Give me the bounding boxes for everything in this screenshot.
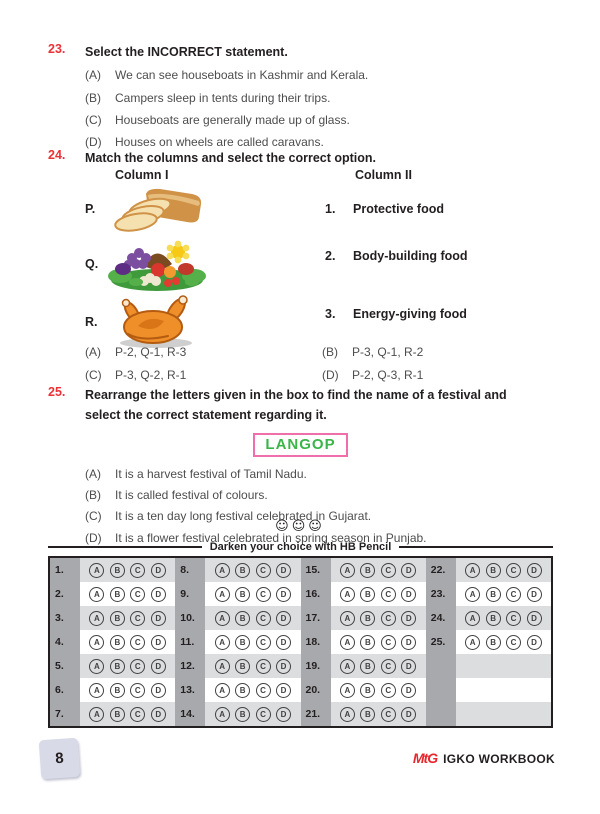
answer-bubble-cell bbox=[80, 702, 175, 726]
answer-bubble-a[interactable]: A bbox=[340, 707, 355, 722]
sliced-bread-icon bbox=[112, 186, 204, 238]
answer-bubble-a[interactable]: A bbox=[340, 611, 355, 626]
answer-bubble-c[interactable]: C bbox=[256, 707, 271, 722]
answer-bubble-cell bbox=[205, 654, 300, 678]
answer-bubble-a[interactable]: A bbox=[89, 635, 104, 650]
answer-bubble-a[interactable]: A bbox=[215, 659, 230, 674]
answer-row-number: 21. bbox=[301, 702, 331, 726]
answer-bubble-c[interactable]: C bbox=[130, 587, 145, 602]
answer-row-number: 9. bbox=[175, 582, 205, 606]
answer-grid-row bbox=[175, 678, 300, 702]
answer-bubble-cell bbox=[456, 606, 551, 630]
answer-row-number: 11. bbox=[175, 630, 205, 654]
option-label: (D) bbox=[322, 368, 339, 382]
answer-grid-row bbox=[301, 654, 426, 678]
answer-bubble-d[interactable]: D bbox=[527, 563, 542, 578]
answer-bubble-cell bbox=[331, 582, 426, 606]
answer-grid-row bbox=[301, 702, 426, 726]
answer-bubble-b[interactable]: B bbox=[235, 635, 250, 650]
answer-row-number bbox=[426, 654, 456, 678]
option-label: (C) bbox=[85, 509, 102, 524]
answer-bubble-c[interactable]: C bbox=[506, 635, 521, 650]
answer-row-number: 23. bbox=[426, 582, 456, 606]
answer-bubble-c[interactable]: C bbox=[130, 563, 145, 578]
question-number: 25. bbox=[48, 385, 66, 399]
answer-bubble-d[interactable]: D bbox=[151, 563, 166, 578]
page-number-note bbox=[39, 738, 81, 780]
answer-bubble-d[interactable]: D bbox=[276, 659, 291, 674]
answer-bubble-cell bbox=[456, 702, 551, 726]
answer-bubble-b[interactable]: B bbox=[360, 683, 375, 698]
answer-bubble-b[interactable]: B bbox=[235, 659, 250, 674]
answer-bubble-c[interactable]: C bbox=[130, 683, 145, 698]
answer-bubble-cell bbox=[331, 606, 426, 630]
footer-brand bbox=[413, 750, 555, 766]
answer-bubble-c[interactable]: C bbox=[256, 683, 271, 698]
answer-grid-row bbox=[50, 630, 175, 654]
answer-bubble-c[interactable]: C bbox=[381, 659, 396, 674]
option-text: Houseboats are generally made up of glass. bbox=[115, 112, 350, 127]
answer-bubble-d[interactable]: D bbox=[401, 563, 416, 578]
question-number: 23. bbox=[48, 42, 66, 56]
answer-grid-row bbox=[175, 702, 300, 726]
answer-bubble-b[interactable]: B bbox=[110, 707, 125, 722]
match-letter: P. bbox=[85, 202, 96, 216]
answer-row-number: 24. bbox=[426, 606, 456, 630]
answer-grid-row bbox=[50, 654, 175, 678]
answer-bubble-a[interactable]: A bbox=[340, 635, 355, 650]
answer-bubble-b[interactable]: B bbox=[360, 635, 375, 650]
answer-bubble-b[interactable]: B bbox=[235, 563, 250, 578]
answer-bubble-a[interactable]: A bbox=[340, 683, 355, 698]
option-label: (D) bbox=[85, 135, 102, 150]
answer-bubble-a[interactable]: A bbox=[340, 659, 355, 674]
question-text: Match the columns and select the correct option. bbox=[85, 151, 377, 165]
answer-grid bbox=[48, 556, 553, 728]
answer-row-number: 22. bbox=[426, 558, 456, 582]
option-text: P-2, Q-3, R-1 bbox=[352, 368, 424, 382]
answer-bubble-b[interactable]: B bbox=[360, 563, 375, 578]
answer-bubble-c[interactable]: C bbox=[256, 563, 271, 578]
answer-row-number: 2. bbox=[50, 582, 80, 606]
option-text: Campers sleep in tents during their trips. bbox=[115, 90, 331, 105]
answer-bubble-b[interactable]: B bbox=[486, 635, 501, 650]
option-label: (C) bbox=[85, 368, 102, 382]
match-row-q bbox=[48, 236, 560, 294]
option-row[interactable] bbox=[322, 341, 559, 363]
answer-bubble-c[interactable]: C bbox=[130, 635, 145, 650]
answer-bubble-a[interactable]: A bbox=[89, 659, 104, 674]
answer-bubble-b[interactable]: B bbox=[486, 611, 501, 626]
answer-bubble-c[interactable]: C bbox=[381, 683, 396, 698]
answer-grid-row bbox=[301, 630, 426, 654]
answer-bubble-a[interactable]: A bbox=[340, 587, 355, 602]
answer-sheet-header bbox=[48, 541, 553, 553]
question-text bbox=[85, 385, 507, 425]
answer-bubble-d[interactable]: D bbox=[527, 635, 542, 650]
answer-grid-row bbox=[426, 678, 551, 702]
option-row[interactable] bbox=[85, 109, 560, 131]
answer-bubble-d[interactable]: D bbox=[401, 683, 416, 698]
option-label: (A) bbox=[85, 466, 101, 481]
answer-row-number: 12. bbox=[175, 654, 205, 678]
answer-bubble-a[interactable]: A bbox=[89, 611, 104, 626]
answer-bubble-cell bbox=[456, 630, 551, 654]
option-text: P-3, Q-1, R-2 bbox=[352, 345, 424, 359]
option-text: P-3, Q-2, R-1 bbox=[115, 368, 187, 382]
answer-bubble-a[interactable]: A bbox=[215, 611, 230, 626]
answer-bubble-cell bbox=[80, 582, 175, 606]
answer-bubble-b[interactable]: B bbox=[235, 707, 250, 722]
answer-row-number: 18. bbox=[301, 630, 331, 654]
answer-bubble-d[interactable]: D bbox=[401, 611, 416, 626]
answer-grid-column bbox=[175, 558, 300, 726]
option-label: (B) bbox=[85, 90, 101, 105]
mtg-logo: MtG bbox=[412, 750, 438, 766]
smiley-icons: ☺☺☺ bbox=[275, 519, 325, 534]
option-label: (A) bbox=[85, 345, 101, 359]
answer-bubble-a[interactable]: A bbox=[465, 635, 480, 650]
answer-bubble-cell bbox=[331, 702, 426, 726]
page-number: 8 bbox=[54, 749, 65, 768]
answer-bubble-c[interactable]: C bbox=[381, 587, 396, 602]
answer-grid-column bbox=[50, 558, 175, 726]
answer-bubble-d[interactable]: D bbox=[276, 563, 291, 578]
answer-bubble-cell bbox=[80, 654, 175, 678]
answer-bubble-cell bbox=[205, 582, 300, 606]
answer-grid-row bbox=[50, 558, 175, 582]
answer-bubble-d[interactable]: D bbox=[151, 683, 166, 698]
question-25-options bbox=[85, 463, 560, 548]
column-2-header: Column II bbox=[355, 168, 412, 182]
answer-bubble-cell bbox=[456, 678, 551, 702]
answer-bubble-b[interactable]: B bbox=[360, 611, 375, 626]
answer-row-number: 5. bbox=[50, 654, 80, 678]
answer-bubble-b[interactable]: B bbox=[235, 587, 250, 602]
answer-bubble-d[interactable]: D bbox=[276, 707, 291, 722]
match-target-number: 2. bbox=[325, 249, 336, 263]
option-text: We can see houseboats in Kashmir and Kerala. bbox=[115, 68, 369, 83]
answer-bubble-c[interactable]: C bbox=[256, 659, 271, 674]
answer-grid-row bbox=[301, 558, 426, 582]
answer-bubble-c[interactable]: C bbox=[130, 611, 145, 626]
answer-grid-row bbox=[426, 606, 551, 630]
answer-bubble-b[interactable]: B bbox=[235, 611, 250, 626]
answer-row-number: 10. bbox=[175, 606, 205, 630]
answer-row-number: 25. bbox=[426, 630, 456, 654]
answer-bubble-a[interactable]: A bbox=[215, 563, 230, 578]
answer-bubble-b[interactable]: B bbox=[110, 635, 125, 650]
answer-grid-row bbox=[50, 702, 175, 726]
answer-bubble-cell bbox=[331, 678, 426, 702]
answer-bubble-cell bbox=[205, 630, 300, 654]
answer-bubble-d[interactable]: D bbox=[276, 611, 291, 626]
answer-bubble-d[interactable]: D bbox=[401, 635, 416, 650]
answer-grid-row bbox=[426, 558, 551, 582]
question-23 bbox=[48, 42, 560, 154]
option-row[interactable] bbox=[85, 64, 560, 86]
answer-row-number: 14. bbox=[175, 702, 205, 726]
answer-bubble-d[interactable]: D bbox=[527, 587, 542, 602]
option-row[interactable] bbox=[85, 463, 560, 484]
answer-grid-column bbox=[426, 558, 551, 726]
answer-bubble-a[interactable]: A bbox=[215, 707, 230, 722]
answer-bubble-c[interactable]: C bbox=[381, 635, 396, 650]
answer-grid-row bbox=[175, 654, 300, 678]
answer-bubble-d[interactable]: D bbox=[276, 587, 291, 602]
answer-bubble-b[interactable]: B bbox=[110, 659, 125, 674]
question-text: Select the INCORRECT statement. bbox=[85, 45, 288, 59]
answer-row-number: 13. bbox=[175, 678, 205, 702]
answer-row-number bbox=[426, 678, 456, 702]
answer-bubble-cell bbox=[456, 654, 551, 678]
answer-bubble-a[interactable]: A bbox=[465, 587, 480, 602]
answer-grid-row bbox=[175, 606, 300, 630]
option-label: (B) bbox=[85, 487, 101, 502]
answer-grid-row bbox=[426, 582, 551, 606]
answer-grid-row bbox=[50, 606, 175, 630]
answer-row-number: 20. bbox=[301, 678, 331, 702]
fruits-and-vegetables-icon bbox=[106, 236, 208, 298]
question-24-options bbox=[85, 341, 555, 386]
answer-bubble-d[interactable]: D bbox=[151, 635, 166, 650]
answer-bubble-c[interactable]: C bbox=[130, 707, 145, 722]
match-letter: Q. bbox=[85, 257, 99, 271]
option-label: (A) bbox=[85, 68, 101, 83]
answer-bubble-a[interactable]: A bbox=[465, 611, 480, 626]
answer-bubble-a[interactable]: A bbox=[89, 683, 104, 698]
option-label: (B) bbox=[322, 345, 338, 359]
answer-bubble-d[interactable]: D bbox=[151, 659, 166, 674]
answer-bubble-d[interactable]: D bbox=[276, 635, 291, 650]
column-1-header: Column I bbox=[115, 168, 169, 182]
answer-bubble-cell bbox=[80, 630, 175, 654]
answer-row-number: 17. bbox=[301, 606, 331, 630]
option-text: It is a flower festival celebrated in spring season in Punjab. bbox=[115, 530, 427, 545]
answer-row-number: 7. bbox=[50, 702, 80, 726]
answer-row-number: 15. bbox=[301, 558, 331, 582]
answer-bubble-cell bbox=[205, 702, 300, 726]
answer-bubble-d[interactable]: D bbox=[401, 707, 416, 722]
answer-bubble-cell bbox=[205, 606, 300, 630]
answer-bubble-b[interactable]: B bbox=[360, 659, 375, 674]
answer-bubble-b[interactable]: B bbox=[360, 707, 375, 722]
answer-bubble-b[interactable]: B bbox=[486, 587, 501, 602]
workbook-title: IGKO WORKBOOK bbox=[443, 752, 555, 766]
question-number: 24. bbox=[48, 148, 66, 162]
answer-bubble-a[interactable]: A bbox=[340, 563, 355, 578]
answer-bubble-b[interactable]: B bbox=[110, 587, 125, 602]
answer-bubble-c[interactable]: C bbox=[506, 587, 521, 602]
answer-row-number: 8. bbox=[175, 558, 205, 582]
match-target-text: Energy-giving food bbox=[353, 307, 467, 321]
question-text-line-1: Rearrange the letters given in the box to find the name of a festival and bbox=[85, 388, 507, 402]
answer-sheet-title: Darken your choice with HB Pencil bbox=[209, 541, 392, 553]
festival-letters-box-wrap bbox=[48, 433, 553, 457]
option-label: (D) bbox=[85, 530, 102, 545]
option-row[interactable] bbox=[85, 341, 322, 363]
answer-bubble-c[interactable]: C bbox=[381, 563, 396, 578]
answer-grid-row bbox=[50, 582, 175, 606]
answer-bubble-cell bbox=[205, 558, 300, 582]
answer-bubble-a[interactable]: A bbox=[215, 683, 230, 698]
answer-bubble-c[interactable]: C bbox=[256, 635, 271, 650]
option-text: It is a ten day long festival celebrated in Gujarat. bbox=[115, 509, 372, 524]
option-text: P-2, Q-1, R-3 bbox=[115, 345, 187, 359]
answer-bubble-c[interactable]: C bbox=[381, 707, 396, 722]
festival-letters-box: LANGOP bbox=[253, 433, 347, 457]
answer-grid-row bbox=[301, 678, 426, 702]
option-text: Houses on wheels are called caravans. bbox=[115, 135, 324, 150]
answer-bubble-d[interactable]: D bbox=[151, 707, 166, 722]
answer-bubble-a[interactable]: A bbox=[89, 707, 104, 722]
option-row[interactable] bbox=[85, 86, 560, 108]
question-24 bbox=[48, 148, 560, 388]
match-letter: R. bbox=[85, 315, 98, 329]
answer-bubble-c[interactable]: C bbox=[506, 563, 521, 578]
answer-row-number: 3. bbox=[50, 606, 80, 630]
answer-bubble-cell bbox=[456, 558, 551, 582]
option-text: It is called festival of colours. bbox=[115, 487, 268, 502]
answer-bubble-b[interactable]: B bbox=[110, 611, 125, 626]
answer-bubble-a[interactable]: A bbox=[465, 563, 480, 578]
answer-bubble-cell bbox=[80, 558, 175, 582]
question-23-options bbox=[85, 64, 560, 154]
answer-bubble-cell bbox=[80, 606, 175, 630]
answer-bubble-cell bbox=[456, 582, 551, 606]
answer-grid-row bbox=[426, 654, 551, 678]
answer-bubble-d[interactable]: D bbox=[401, 659, 416, 674]
answer-grid-row bbox=[426, 702, 551, 726]
option-text: It is a harvest festival of Tamil Nadu. bbox=[115, 466, 307, 481]
answer-bubble-cell bbox=[331, 630, 426, 654]
answer-grid-row bbox=[426, 630, 551, 654]
match-target-number: 3. bbox=[325, 307, 336, 321]
answer-grid-column bbox=[301, 558, 426, 726]
match-target-number: 1. bbox=[325, 202, 336, 216]
answer-grid-row bbox=[50, 678, 175, 702]
answer-bubble-b[interactable]: B bbox=[110, 563, 125, 578]
match-row-r bbox=[48, 294, 560, 348]
answer-bubble-c[interactable]: C bbox=[256, 587, 271, 602]
answer-row-number: 4. bbox=[50, 630, 80, 654]
answer-bubble-cell bbox=[80, 678, 175, 702]
answer-bubble-a[interactable]: A bbox=[89, 587, 104, 602]
answer-bubble-a[interactable]: A bbox=[215, 635, 230, 650]
match-target-text: Body-building food bbox=[353, 249, 468, 263]
option-row[interactable] bbox=[85, 364, 322, 386]
answer-row-number: 6. bbox=[50, 678, 80, 702]
answer-bubble-c[interactable]: C bbox=[506, 611, 521, 626]
answer-row-number: 1. bbox=[50, 558, 80, 582]
option-row[interactable] bbox=[85, 484, 560, 505]
answer-bubble-cell bbox=[331, 654, 426, 678]
answer-bubble-c[interactable]: C bbox=[130, 659, 145, 674]
answer-bubble-a[interactable]: A bbox=[215, 587, 230, 602]
question-text-line-2: select the correct statement regarding it. bbox=[85, 408, 327, 422]
answer-bubble-cell bbox=[205, 678, 300, 702]
answer-bubble-b[interactable]: B bbox=[486, 563, 501, 578]
answer-bubble-a[interactable]: A bbox=[89, 563, 104, 578]
match-row-p bbox=[48, 186, 560, 236]
answer-bubble-d[interactable]: D bbox=[527, 611, 542, 626]
answer-grid-row bbox=[301, 582, 426, 606]
answer-grid-row bbox=[175, 558, 300, 582]
answer-grid-row bbox=[301, 606, 426, 630]
match-target-text: Protective food bbox=[353, 202, 444, 216]
option-label: (C) bbox=[85, 112, 102, 127]
answer-bubble-c[interactable]: C bbox=[256, 611, 271, 626]
header-rule-left bbox=[48, 546, 202, 548]
answer-bubble-c[interactable]: C bbox=[381, 611, 396, 626]
header-rule-right bbox=[399, 546, 553, 548]
answer-bubble-b[interactable]: B bbox=[110, 683, 125, 698]
answer-row-number bbox=[426, 702, 456, 726]
answer-bubble-b[interactable]: B bbox=[360, 587, 375, 602]
answer-bubble-d[interactable]: D bbox=[151, 587, 166, 602]
answer-bubble-b[interactable]: B bbox=[235, 683, 250, 698]
answer-grid-row bbox=[175, 582, 300, 606]
answer-bubble-d[interactable]: D bbox=[151, 611, 166, 626]
answer-bubble-cell bbox=[331, 558, 426, 582]
answer-row-number: 19. bbox=[301, 654, 331, 678]
answer-bubble-d[interactable]: D bbox=[401, 587, 416, 602]
option-row[interactable] bbox=[322, 364, 559, 386]
answer-grid-row bbox=[175, 630, 300, 654]
answer-bubble-d[interactable]: D bbox=[276, 683, 291, 698]
answer-row-number: 16. bbox=[301, 582, 331, 606]
